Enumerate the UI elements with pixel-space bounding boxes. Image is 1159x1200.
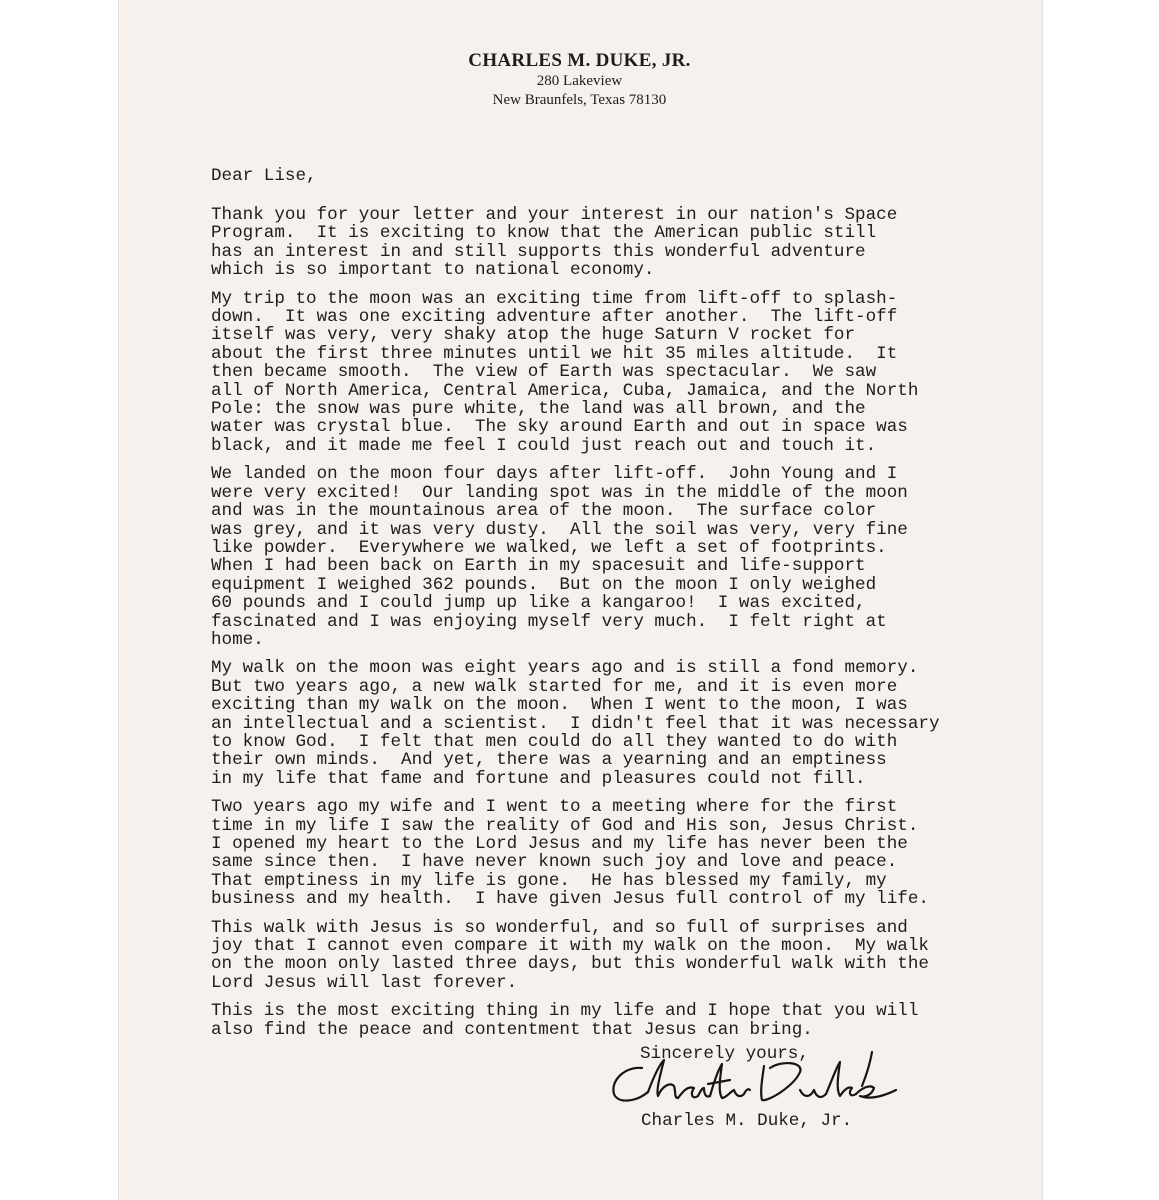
text-line: My trip to the moon was an exciting time from lift-off to splash-: [211, 288, 898, 309]
text-line: was grey, and it was very dusty. All the soil was very, very fine: [211, 519, 908, 540]
text-line: Two years ago my wife and I went to a meeting where for the first: [211, 797, 898, 818]
text-line: home.: [211, 629, 264, 650]
letterhead: [118, 50, 1041, 110]
text-line: like powder. Everywhere we walked, we left a set of footprints.: [211, 537, 887, 558]
text-line: This walk with Jesus is so wonderful, and so full of surprises and: [211, 917, 908, 938]
letter-body: [211, 206, 1001, 1049]
text-line: all of North America, Central America, Cuba, Jamaica, and the North: [211, 380, 919, 401]
text-line: were very excited! Our landing spot was in the middle of the moon: [211, 482, 908, 503]
text-line: Thank you for your letter and your interest in our nation's Space: [211, 205, 898, 225]
paragraph: [211, 206, 1001, 280]
text-line: We landed on the moon four days after lift-off. John Young and I: [211, 464, 898, 485]
text-line: business and my health. I have given Jesus full control of my life.: [211, 889, 929, 910]
letterhead-name: CHARLES M. DUKE, JR.: [468, 50, 691, 71]
text-line: an intellectual and a scientist. I didn't feel that it was necessary: [211, 713, 940, 734]
text-line: on the moon only lasted three days, but this wonderful walk with the: [211, 954, 929, 975]
text-line: water was crystal blue. The sky around Earth and out in space was: [211, 417, 908, 438]
text-line: This is the most exciting thing in my life and I hope that you will: [211, 1001, 919, 1022]
paragraph: [211, 919, 1001, 993]
text-line: Lord Jesus will last forever.: [211, 972, 518, 993]
text-line: When I had been back on Earth in my spacesuit and life-support: [211, 556, 866, 577]
text-line: joy that I cannot even compare it with my walk on the moon. My walk: [211, 936, 929, 957]
letterhead-street: 280 Lakeview: [536, 73, 623, 89]
text-line: exciting than my walk on the moon. When I went to the moon, I was: [211, 695, 908, 716]
paragraph: [211, 1002, 1001, 1039]
paragraph: [211, 465, 1001, 649]
letterhead-city: New Braunfels, Texas 78130: [492, 92, 667, 108]
text-line: But two years ago, a new walk started for me, and it is even more: [211, 676, 898, 697]
text-line: then became smooth. The view of Earth was spectacular. We saw: [211, 362, 877, 383]
text-line: down. It was one exciting adventure after another. The lift-off: [211, 307, 898, 328]
text-line: Pole: the snow was pure white, the land was all brown, and the: [211, 399, 866, 420]
text-line: That emptiness in my life is gone. He has blessed my family, my: [211, 870, 887, 891]
text-line: which is so important to national economy.: [211, 260, 655, 281]
text-line: itself was very, very shaky atop the huge Saturn V rocket for: [211, 325, 856, 346]
typed-signature-name: Charles M. Duke, Jr.: [641, 1111, 853, 1131]
handwritten-signature: [604, 1046, 904, 1116]
text-line: Program. It is exciting to know that the American public still: [211, 223, 877, 244]
closing: Sincerely yours,: [640, 1044, 809, 1064]
text-line: fascinated and I was enjoying myself very much. I felt right at: [211, 611, 887, 632]
text-line: also find the peace and contentment that Jesus can bring.: [211, 1019, 813, 1040]
text-line: and was in the mountainous area of the moon. The surface color: [211, 501, 877, 522]
text-line: in my life that fame and fortune and pleasures could not fill.: [211, 768, 866, 789]
text-line: has an interest in and still supports this wonderful adventure: [211, 241, 866, 262]
text-line: their own minds. And yet, there was a yearning and an emptiness: [211, 750, 887, 771]
text-line: I opened my heart to the Lord Jesus and my life has never been the: [211, 834, 908, 854]
text-line: 60 pounds and I could jump up like a kangaroo! I was excited,: [211, 593, 866, 614]
text-line: equipment I weighed 362 pounds. But on the moon I only weighed: [211, 574, 877, 595]
text-line: My walk on the moon was eight years ago and is still a fond memory.: [211, 658, 919, 679]
paragraph: [211, 659, 1001, 788]
text-line: to know God. I felt that men could do all they wanted to do with: [211, 731, 898, 752]
salutation: Dear Lise,: [211, 166, 317, 186]
text-line: same since then. I have never known such joy and love and peace.: [211, 852, 898, 873]
text-line: time in my life I saw the reality of God and His son, Jesus Christ.: [211, 815, 919, 836]
paragraph: [211, 798, 1001, 908]
text-line: about the first three minutes until we hit 35 miles altitude. It: [211, 343, 898, 364]
paragraph: [211, 290, 1001, 456]
text-line: black, and it made me feel I could just reach out and touch it.: [211, 435, 877, 456]
